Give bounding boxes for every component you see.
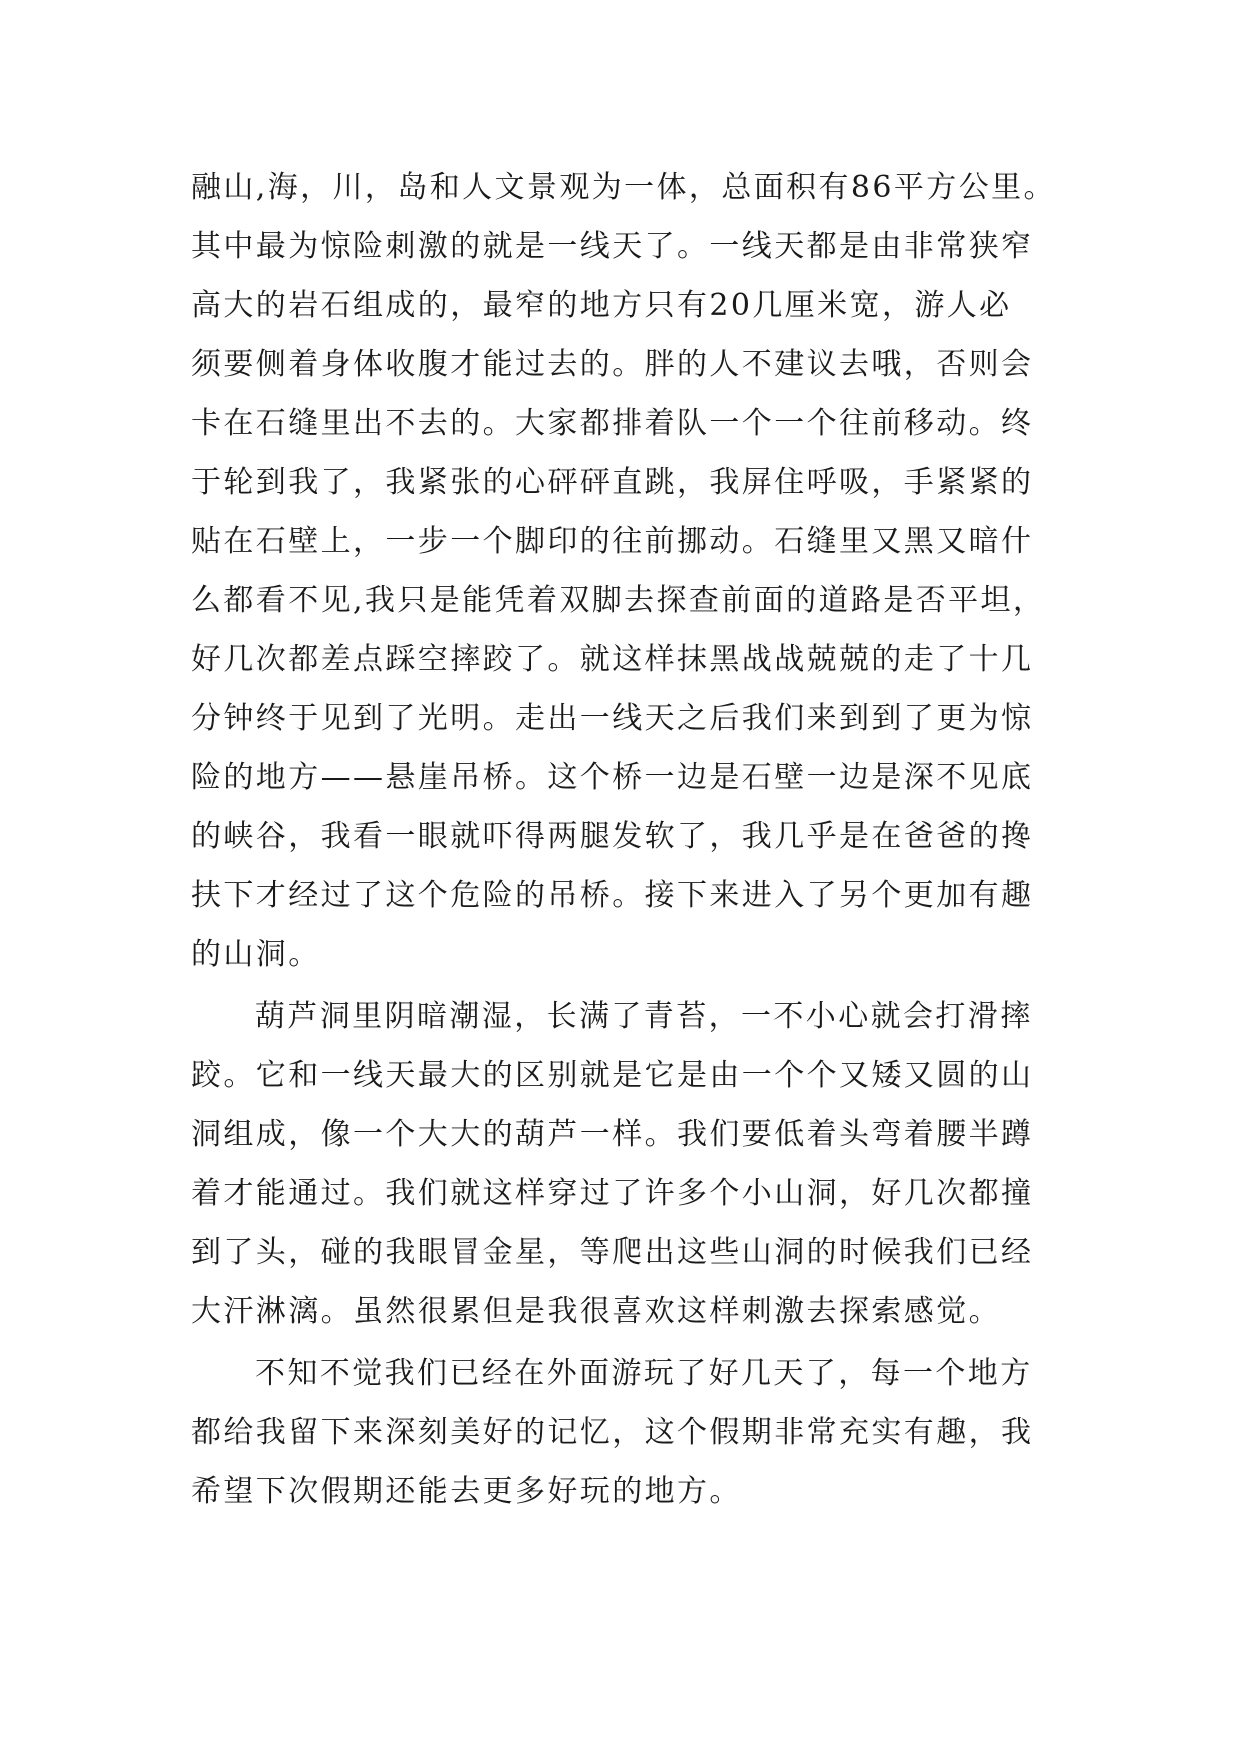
text-line: 跤。它和一线天最大的区别就是它是由一个个又矮又圆的山 xyxy=(191,1058,1034,1093)
document-body xyxy=(191,158,1061,1521)
text-line: 到了头，碰的我眼冒金星，等爬出这些山洞的时候我们已经 xyxy=(191,1235,1034,1270)
text-line: 的山洞。 xyxy=(191,937,321,972)
text-line: 分钟终于见到了光明。走出一线天之后我们来到到了更为惊 xyxy=(191,701,1034,736)
paragraph-1 xyxy=(191,158,1061,984)
text-line: 都给我留下来深刻美好的记忆，这个假期非常充实有趣，我 xyxy=(191,1415,1034,1450)
text-line: 着才能通过。我们就这样穿过了许多个小山洞，好几次都撞 xyxy=(191,1176,1034,1211)
text-line: 险的地方——悬崖吊桥。这个桥一边是石壁一边是深不见底 xyxy=(191,760,1034,795)
text-line-first-indented: 不知不觉我们已经在外面游玩了好几天了，每一个地方 xyxy=(255,1356,1033,1391)
text-line: 于轮到我了，我紧张的心砰砰直跳，我屏住呼吸，手紧紧的 xyxy=(191,465,1034,500)
text-line: 扶下才经过了这个危险的吊桥。接下来进入了另个更加有趣 xyxy=(191,878,1034,913)
paragraph-3 xyxy=(191,1344,1061,1521)
text-line: 希望下次假期还能去更多好玩的地方。 xyxy=(191,1474,742,1509)
text-line: 么都看不见,我只是能凭着双脚去探查前面的道路是否平坦， xyxy=(191,583,1046,618)
text-line: 洞组成，像一个大大的葫芦一样。我们要低着头弯着腰半蹲 xyxy=(191,1117,1034,1152)
text-line-first-indented: 葫芦洞里阴暗潮湿，长满了青苔，一不小心就会打滑摔 xyxy=(255,999,1033,1034)
text-line: 贴在石壁上，一步一个脚印的往前挪动。石缝里又黑又暗什 xyxy=(191,524,1034,559)
text-line: 融山,海，川，岛和人文景观为一体，总面积有86平方公里。 xyxy=(191,170,1056,205)
text-line: 高大的岩石组成的，最窄的地方只有20几厘米宽，游人必 xyxy=(191,288,1012,323)
text-line: 卡在石缝里出不去的。大家都排着队一个一个往前移动。终 xyxy=(191,406,1034,441)
paragraph-2 xyxy=(191,987,1061,1341)
text-line: 好几次都差点踩空摔跤了。就这样抹黑战战兢兢的走了十几 xyxy=(191,642,1034,677)
text-line: 须要侧着身体收腹才能过去的。胖的人不建议去哦，否则会 xyxy=(191,347,1034,382)
text-line: 的峡谷，我看一眼就吓得两腿发软了，我几乎是在爸爸的搀 xyxy=(191,819,1034,854)
text-line: 大汗淋漓。虽然很累但是我很喜欢这样刺激去探索感觉。 xyxy=(191,1294,1001,1329)
text-line: 其中最为惊险刺激的就是一线天了。一线天都是由非常狭窄 xyxy=(191,229,1034,264)
